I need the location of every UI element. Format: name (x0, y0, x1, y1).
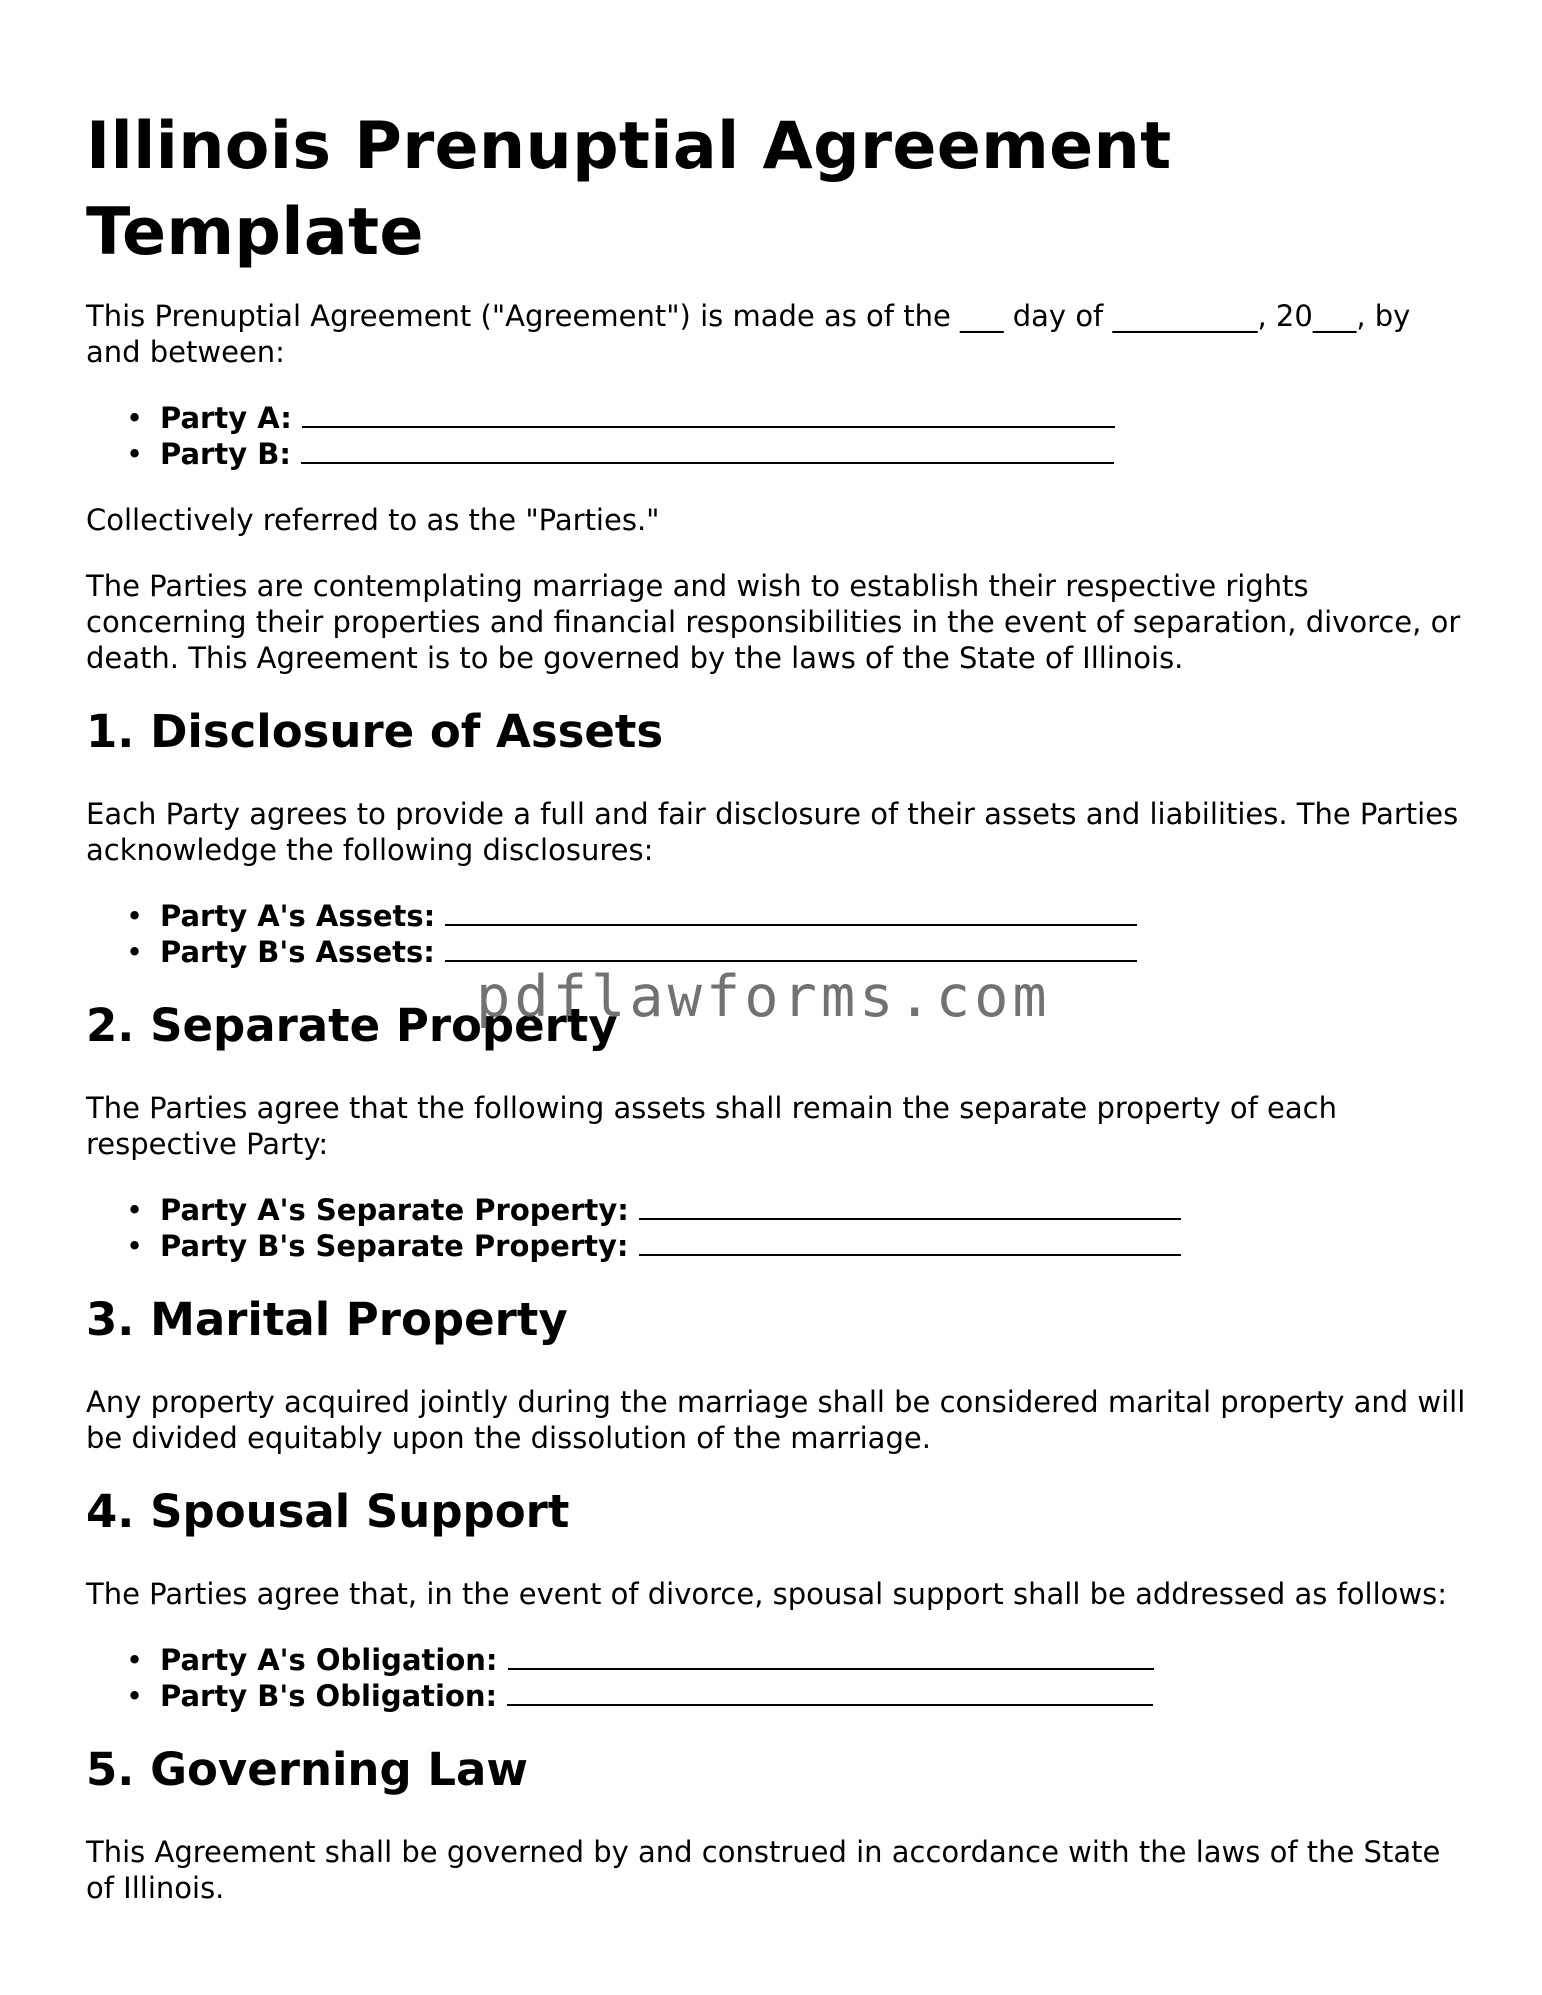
party-a-label: Party A: (160, 401, 292, 435)
collectively-paragraph: Collectively referred to as the "Parties." (86, 503, 660, 537)
party-b-blank-line (301, 436, 1114, 464)
section-5-text: This Agreement shall be governed by and construed in accordance with the laws of the State of Illinois. (86, 1835, 1441, 1905)
party-b-separate-property-label: Party B's Separate Property: (160, 1229, 629, 1263)
section-4-heading: 4. Spousal Support (86, 1485, 570, 1538)
section-3-heading: 3. Marital Property (86, 1293, 568, 1346)
party-a-assets-label: Party A's Assets: (160, 899, 436, 933)
document-title: Illinois Prenuptial Agreement Template (86, 109, 1172, 270)
party-b-obligation-blank-line (507, 1678, 1153, 1706)
party-a-blank-line (302, 400, 1115, 428)
party-a-obligation-blank-line (508, 1642, 1154, 1670)
list-item (86, 1642, 1466, 1678)
section-5-heading: 5. Governing Law (86, 1743, 528, 1796)
party-a-separate-property-blank-line (639, 1192, 1181, 1220)
list-item (86, 1678, 1466, 1714)
intro-paragraph: This Prenuptial Agreement ("Agreement") is made as of the ___ day of __________, 20___, by and between: (86, 299, 1411, 369)
list-item (86, 400, 1466, 436)
purpose-paragraph: The Parties are contemplating marriage and wish to establish their respective rights concerning their properties and financial responsibilities in the event of separation, divorce, or death. This Agreement is to be governed by the laws of the State of Illinois. (86, 569, 1461, 675)
party-a-obligation-label: Party A's Obligation: (160, 1643, 498, 1677)
section-4-text: The Parties agree that, in the event of divorce, spousal support shall be addressed as follows: (86, 1577, 1447, 1611)
party-a-separate-property-label: Party A's Separate Property: (160, 1193, 629, 1227)
list-item (86, 898, 1466, 934)
section-1-list (86, 898, 1466, 970)
section-2-list (86, 1192, 1466, 1264)
section-1-text: Each Party agrees to provide a full and fair disclosure of their assets and liabilities. The Parties acknowledge the following disclosures: (86, 797, 1459, 867)
party-b-label: Party B: (160, 437, 291, 471)
section-1-heading: 1. Disclosure of Assets (86, 705, 664, 758)
party-a-assets-blank-line (445, 898, 1137, 926)
parties-list (86, 400, 1466, 472)
party-b-assets-label: Party B's Assets: (160, 935, 435, 969)
section-3-text: Any property acquired jointly during the marriage shall be considered marital property and will be divided equitably upon the dissolution of the marriage. (86, 1385, 1466, 1455)
section-2-heading: 2. Separate Property (86, 999, 618, 1052)
party-b-separate-property-blank-line (639, 1228, 1181, 1256)
party-b-obligation-label: Party B's Obligation: (160, 1679, 498, 1713)
list-item (86, 1192, 1466, 1228)
party-b-assets-blank-line (445, 934, 1137, 962)
watermark-text: pdflawforms.com (476, 964, 1051, 1030)
list-item (86, 1228, 1466, 1264)
section-2-text: The Parties agree that the following assets shall remain the separate property of each respective Party: (86, 1091, 1337, 1161)
document-page (86, 0, 1466, 1906)
list-item (86, 436, 1466, 472)
section-4-list (86, 1642, 1466, 1714)
